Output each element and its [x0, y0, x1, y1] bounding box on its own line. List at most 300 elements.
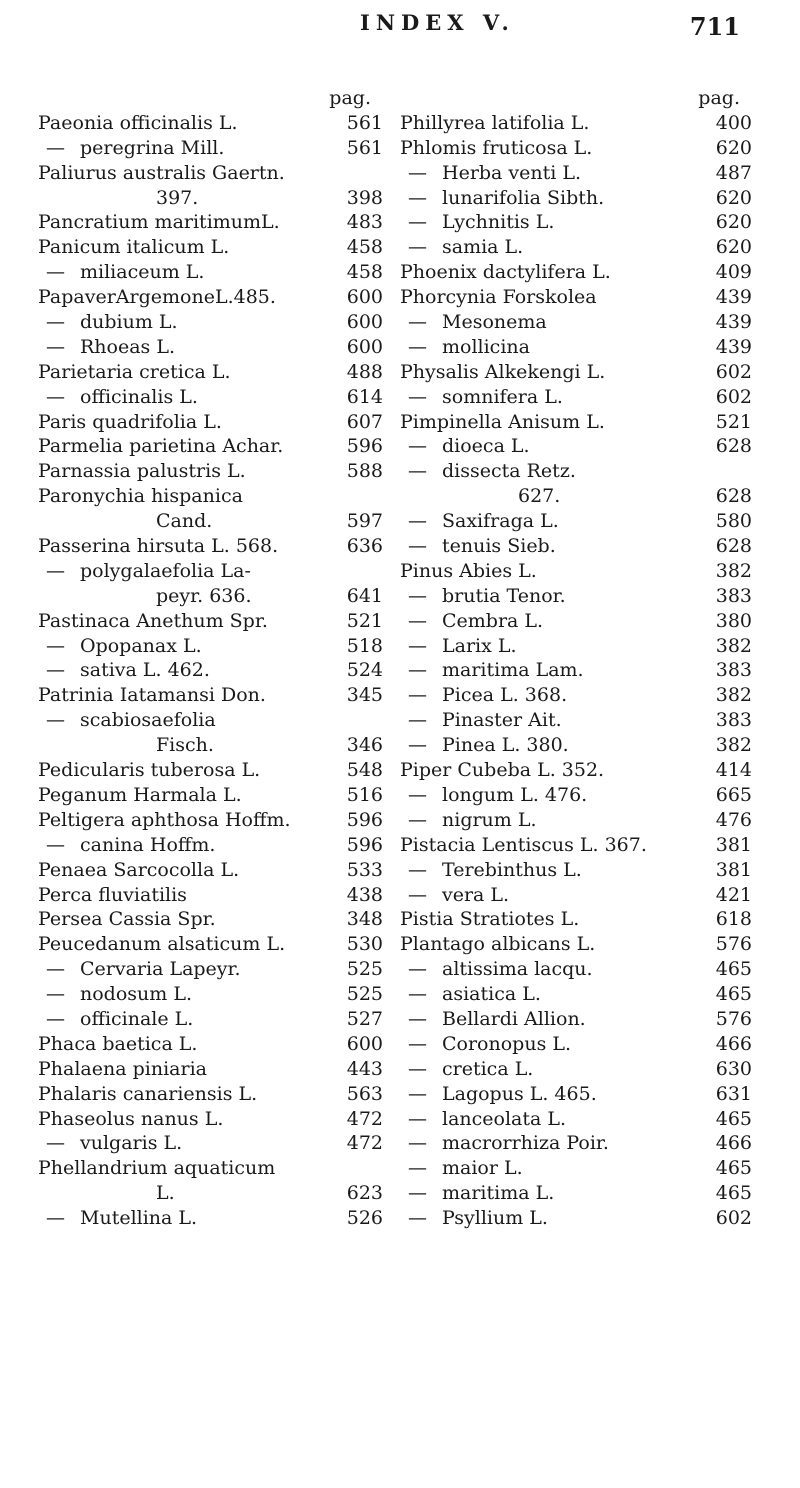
index-entry [38, 982, 383, 1007]
index-entry [400, 310, 752, 335]
ditto-dash: — [408, 385, 427, 408]
entry-name: somnifera L. [442, 385, 563, 408]
ditto-dash: — [408, 1132, 427, 1155]
entry-page: 438 [346, 883, 383, 906]
entry-name: Cembra L. [442, 609, 544, 632]
entry-name: nodosum L. [80, 983, 192, 1006]
entry-page: 561 [346, 136, 383, 159]
entry-page: 618 [715, 908, 752, 931]
index-entry [38, 161, 383, 186]
index-entry [400, 883, 752, 908]
index-entry [38, 932, 383, 957]
index-entry [400, 957, 752, 982]
entry-name: Peganum Harmala L. [38, 783, 242, 806]
index-entry [38, 1057, 383, 1082]
entry-name: Phalaena piniaria [38, 1057, 207, 1080]
entry-page: 409 [715, 261, 752, 284]
entry-name: Lagopus L. 465. [442, 1082, 597, 1105]
entry-name: PapaverArgemoneL.485. [38, 286, 276, 309]
entry-name: brutia Tenor. [442, 584, 566, 607]
index-entry [400, 683, 752, 708]
entry-page: 588 [346, 460, 383, 483]
ditto-dash: — [408, 460, 427, 483]
entry-name: Pinus Abies L. [400, 559, 537, 582]
entry-name: canina Hoffm. [80, 833, 216, 856]
entry-name: Phellandrium aquaticum [38, 1157, 276, 1180]
entry-page: 465 [715, 1157, 752, 1180]
entry-name: peregrina Mill. [80, 136, 225, 159]
entry-page: 381 [715, 833, 752, 856]
entry-page: 421 [715, 883, 752, 906]
entry-page: 600 [346, 311, 383, 334]
entry-name: Patrinia Iatamansi Don. [38, 684, 266, 707]
index-entry [400, 459, 752, 484]
index-entry [400, 808, 752, 833]
entry-page: 465 [715, 958, 752, 981]
index-entry [38, 634, 383, 659]
index-entry [38, 1032, 383, 1057]
entry-page: 466 [715, 1032, 752, 1055]
entry-page: 530 [346, 933, 383, 956]
index-entry [38, 434, 383, 459]
index-entry [38, 584, 383, 609]
entry-page: 527 [346, 1007, 383, 1030]
index-entry [38, 1156, 383, 1181]
index-entry [400, 1181, 752, 1206]
entry-name: Phlomis fruticosa L. [400, 136, 593, 159]
entry-page: 439 [715, 286, 752, 309]
ditto-dash: — [46, 311, 65, 334]
entry-page: 346 [346, 734, 383, 757]
entry-name: asiatica L. [442, 983, 541, 1006]
entry-page: 383 [715, 659, 752, 682]
ditto-dash: — [408, 1182, 427, 1205]
entry-page: 628 [715, 535, 752, 558]
entry-name: Picea L. 368. [442, 684, 568, 707]
entry-page: 488 [346, 360, 383, 383]
index-entry [400, 410, 752, 435]
entry-name: miliaceum L. [80, 261, 205, 284]
ditto-dash: — [408, 958, 427, 981]
entry-page: 398 [346, 186, 383, 209]
entry-page: 465 [715, 983, 752, 1006]
entry-page: 382 [715, 684, 752, 707]
entry-name: Mesonema [442, 311, 547, 334]
ditto-dash: — [408, 584, 427, 607]
index-entry [400, 385, 752, 410]
entry-page: 602 [715, 385, 752, 408]
ditto-dash: — [46, 261, 65, 284]
index-entry [38, 658, 383, 683]
index-entry [400, 335, 752, 360]
index-entry [400, 1206, 752, 1231]
entry-page: 607 [346, 410, 383, 433]
entry-page: 472 [346, 1132, 383, 1155]
ditto-dash: — [46, 833, 65, 856]
ditto-dash: — [408, 1057, 427, 1080]
entry-name: maritima L. [442, 1182, 555, 1205]
index-entry [38, 683, 383, 708]
entry-name: Lychnitis L. [442, 211, 555, 234]
ditto-dash: — [46, 709, 65, 732]
entry-page: 458 [346, 261, 383, 284]
entry-page: 518 [346, 634, 383, 657]
entry-name: officinalis L. [80, 385, 198, 408]
entry-page: 383 [715, 709, 752, 732]
entry-name: Parietaria cretica L. [38, 360, 231, 383]
entry-page: 614 [346, 385, 383, 408]
index-entry [400, 1007, 752, 1032]
ditto-dash: — [46, 335, 65, 358]
entry-page: 400 [715, 111, 752, 134]
index-entry [38, 609, 383, 634]
index-entry [38, 883, 383, 908]
entry-page: 600 [346, 286, 383, 309]
ditto-dash: — [408, 808, 427, 831]
entry-name: Perca fluviatilis [38, 883, 187, 906]
entry-page: 487 [715, 161, 752, 184]
ditto-dash: — [408, 734, 427, 757]
ditto-dash: — [46, 136, 65, 159]
ditto-dash: — [46, 1207, 65, 1230]
ditto-dash: — [46, 559, 65, 582]
entry-name: Pedicularis tuberosa L. [38, 759, 261, 782]
index-entry [38, 1181, 383, 1206]
index-entry [400, 584, 752, 609]
index-entry [38, 410, 383, 435]
entry-name: polygalaefolia La- [80, 559, 251, 582]
index-column-left [38, 86, 383, 1231]
entry-name: Rhoeas L. [80, 335, 175, 358]
entry-page: 580 [715, 510, 752, 533]
index-entry [38, 758, 383, 783]
entry-list [38, 111, 383, 1231]
index-entry [400, 534, 752, 559]
entry-page: 623 [346, 1182, 383, 1205]
index-entry [400, 1131, 752, 1156]
entry-page: 665 [715, 783, 752, 806]
entry-page: 533 [346, 858, 383, 881]
ditto-dash: — [408, 1207, 427, 1230]
index-entry [400, 1032, 752, 1057]
entry-name: L. [156, 1182, 175, 1205]
entry-name: Opopanax L. [80, 634, 202, 657]
entry-name: Paronychia hispanica [38, 485, 243, 508]
index-entry [400, 634, 752, 659]
ditto-dash: — [408, 609, 427, 632]
entry-name: lunarifolia Sibth. [442, 186, 605, 209]
pag-label: pag. [698, 87, 740, 109]
index-entry [38, 210, 383, 235]
entry-name: dioeca L. [442, 435, 530, 458]
entry-name: Pinea L. 380. [442, 734, 569, 757]
entry-name: 397. [156, 186, 199, 209]
entry-page: 576 [715, 1007, 752, 1030]
index-entry [400, 559, 752, 584]
entry-name: Penaea Sarcocolla L. [38, 858, 240, 881]
entry-name: Paris quadrifolia L. [38, 410, 222, 433]
ditto-dash: — [408, 659, 427, 682]
ditto-dash: — [408, 1157, 427, 1180]
entry-name: Psyllium L. [442, 1207, 548, 1230]
entry-name: Paeonia officinalis L. [38, 111, 238, 134]
entry-name: Parmelia parietina Achar. [38, 435, 284, 458]
entry-name: Phoenix dactylifera L. [400, 261, 611, 284]
entry-name: dissecta Retz. [442, 460, 576, 483]
entry-page: 483 [346, 211, 383, 234]
index-entry [400, 758, 752, 783]
entry-name: tenuis Sieb. [442, 535, 556, 558]
ditto-dash: — [408, 634, 427, 657]
index-entry [400, 932, 752, 957]
entry-page: 382 [715, 734, 752, 757]
index-column-right [400, 86, 752, 1231]
entry-page: 600 [346, 335, 383, 358]
index-entry [38, 733, 383, 758]
entry-name: officinale L. [80, 1007, 194, 1030]
ditto-dash: — [408, 684, 427, 707]
index-entry [38, 136, 383, 161]
index-entry [400, 1107, 752, 1132]
entry-page: 628 [715, 435, 752, 458]
entry-name: altissima lacqu. [442, 958, 593, 981]
entry-name: maior L. [442, 1157, 523, 1180]
ditto-dash: — [408, 186, 427, 209]
index-entry [38, 833, 383, 858]
entry-name: samia L. [442, 236, 524, 259]
entry-name: Paliurus australis Gaertn. [38, 161, 285, 184]
ditto-dash: — [46, 1007, 65, 1030]
index-entry [38, 459, 383, 484]
entry-page: 439 [715, 335, 752, 358]
index-entry [38, 285, 383, 310]
entry-page: 521 [715, 410, 752, 433]
entry-page: 380 [715, 609, 752, 632]
index-entry [400, 136, 752, 161]
page-number: 711 [689, 12, 740, 41]
entry-name: macrorrhiza Poir. [442, 1132, 609, 1155]
entry-name: Coronopus L. [442, 1032, 572, 1055]
entry-page: 348 [346, 908, 383, 931]
entry-page: 465 [715, 1182, 752, 1205]
entry-name: Phalaris canariensis L. [38, 1082, 258, 1105]
index-entry [400, 111, 752, 136]
entry-page: 476 [715, 808, 752, 831]
index-entry [38, 808, 383, 833]
index-entry [38, 260, 383, 285]
ditto-dash: — [408, 236, 427, 259]
index-entry [400, 1057, 752, 1082]
index-entry [38, 111, 383, 136]
index-entry [38, 186, 383, 211]
ditto-dash: — [408, 335, 427, 358]
entry-name: Phorcynia Forskolea [400, 286, 597, 309]
index-entry [38, 957, 383, 982]
entry-page: 636 [346, 535, 383, 558]
ditto-dash: — [408, 435, 427, 458]
entry-page: 524 [346, 659, 383, 682]
entry-page: 576 [715, 933, 752, 956]
index-entry [38, 484, 383, 509]
ditto-dash: — [408, 1032, 427, 1055]
entry-page: 525 [346, 983, 383, 1006]
entry-name: Cervaria Lapeyr. [80, 958, 241, 981]
entry-name: vera L. [442, 883, 510, 906]
index-entry [38, 1082, 383, 1107]
entry-name: 627. [518, 485, 561, 508]
entry-page: 596 [346, 808, 383, 831]
ditto-dash: — [408, 983, 427, 1006]
entry-page: 525 [346, 958, 383, 981]
index-entry [400, 360, 752, 385]
entry-page: 383 [715, 584, 752, 607]
entry-name: Terebinthus L. [442, 858, 582, 881]
entry-name: Cand. [156, 510, 213, 533]
entry-page: 596 [346, 435, 383, 458]
index-entry [38, 858, 383, 883]
entry-page: 458 [346, 236, 383, 259]
entry-page: 561 [346, 111, 383, 134]
entry-page: 414 [715, 759, 752, 782]
index-entry [400, 609, 752, 634]
entry-page: 443 [346, 1057, 383, 1080]
entry-name: Larix L. [442, 634, 517, 657]
ditto-dash: — [408, 311, 427, 334]
page-header [0, 6, 800, 42]
ditto-dash: — [408, 1082, 427, 1105]
index-entry [38, 310, 383, 335]
entry-page: 439 [715, 311, 752, 334]
entry-name: Physalis Alkekengi L. [400, 360, 606, 383]
index-entry [38, 1206, 383, 1231]
entry-name: Passerina hirsuta L. 568. [38, 535, 279, 558]
entry-name: Panicum italicum L. [38, 236, 230, 259]
entry-page: 630 [715, 1057, 752, 1080]
ditto-dash: — [46, 385, 65, 408]
ditto-dash: — [408, 709, 427, 732]
index-entry [400, 733, 752, 758]
entry-name: Mutellina L. [80, 1207, 198, 1230]
entry-page: 466 [715, 1132, 752, 1155]
index-entry [38, 708, 383, 733]
entry-name: Phillyrea latifolia L. [400, 111, 590, 134]
entry-name: sativa L. 462. [80, 659, 210, 682]
entry-name: Saxifraga L. [442, 510, 559, 533]
running-title: INDEX V. [360, 10, 515, 35]
entry-page: 597 [346, 510, 383, 533]
entry-name: nigrum L. [442, 808, 537, 831]
index-entry [400, 858, 752, 883]
index-entry [400, 783, 752, 808]
entry-page: 602 [715, 1207, 752, 1230]
index-entry [38, 534, 383, 559]
index-entry [38, 907, 383, 932]
entry-page: 345 [346, 684, 383, 707]
index-entry [38, 335, 383, 360]
index-entry [400, 484, 752, 509]
entry-name: mollicina [442, 335, 530, 358]
index-entry [38, 509, 383, 534]
entry-name: lanceolata L. [442, 1107, 567, 1130]
entry-name: Plantago albicans L. [400, 933, 596, 956]
entry-name: Phaseolus nanus L. [38, 1107, 224, 1130]
ditto-dash: — [46, 958, 65, 981]
index-entry [400, 708, 752, 733]
index-entry [38, 1007, 383, 1032]
entry-name: Pinaster Ait. [442, 709, 562, 732]
entry-name: Phaca baetica L. [38, 1032, 198, 1055]
ditto-dash: — [408, 783, 427, 806]
entry-page: 620 [715, 186, 752, 209]
ditto-dash: — [408, 161, 427, 184]
ditto-dash: — [408, 535, 427, 558]
index-entry [38, 559, 383, 584]
entry-page: 526 [346, 1207, 383, 1230]
index-entry [400, 1082, 752, 1107]
entry-page: 382 [715, 634, 752, 657]
entry-page: 521 [346, 609, 383, 632]
ditto-dash: — [46, 983, 65, 1006]
entry-page: 465 [715, 1107, 752, 1130]
entry-page: 548 [346, 759, 383, 782]
entry-name: Pancratium maritimumL. [38, 211, 280, 234]
entry-name: Bellardi Allion. [442, 1007, 586, 1030]
index-entry [400, 982, 752, 1007]
entry-page: 563 [346, 1082, 383, 1105]
entry-name: cretica L. [442, 1057, 534, 1080]
index-entry [38, 385, 383, 410]
ditto-dash: — [408, 883, 427, 906]
entry-name: maritima Lam. [442, 659, 584, 682]
ditto-dash: — [408, 1007, 427, 1030]
entry-page: 596 [346, 833, 383, 856]
entry-name: Pistia Stratiotes L. [400, 908, 580, 931]
entry-page: 620 [715, 136, 752, 159]
entry-list [400, 111, 752, 1231]
index-entry [400, 434, 752, 459]
entry-name: Peucedanum alsaticum L. [38, 933, 286, 956]
ditto-dash: — [46, 659, 65, 682]
entry-page: 382 [715, 559, 752, 582]
entry-name: Fisch. [156, 734, 214, 757]
entry-name: dubium L. [80, 311, 178, 334]
index-entry [400, 260, 752, 285]
ditto-dash: — [46, 1132, 65, 1155]
index-entry [400, 285, 752, 310]
pag-label: pag. [329, 87, 371, 109]
index-entry [38, 360, 383, 385]
index-entry [400, 161, 752, 186]
entry-name: Herba venti L. [442, 161, 582, 184]
index-entry [400, 1156, 752, 1181]
entry-page: 620 [715, 236, 752, 259]
entry-page: 641 [346, 584, 383, 607]
index-entry [38, 1131, 383, 1156]
entry-name: peyr. 636. [156, 584, 252, 607]
index-entry [38, 1107, 383, 1132]
entry-page: 600 [346, 1032, 383, 1055]
index-entry [400, 210, 752, 235]
index-entry [400, 907, 752, 932]
entry-name: longum L. 476. [442, 783, 588, 806]
entry-name: Pimpinella Anisum L. [400, 410, 605, 433]
entry-name: Parnassia palustris L. [38, 460, 246, 483]
index-entry [400, 235, 752, 260]
index-entry [400, 658, 752, 683]
index-entry [400, 509, 752, 534]
ditto-dash: — [408, 858, 427, 881]
entry-name: Peltigera aphthosa Hoffm. [38, 808, 291, 831]
